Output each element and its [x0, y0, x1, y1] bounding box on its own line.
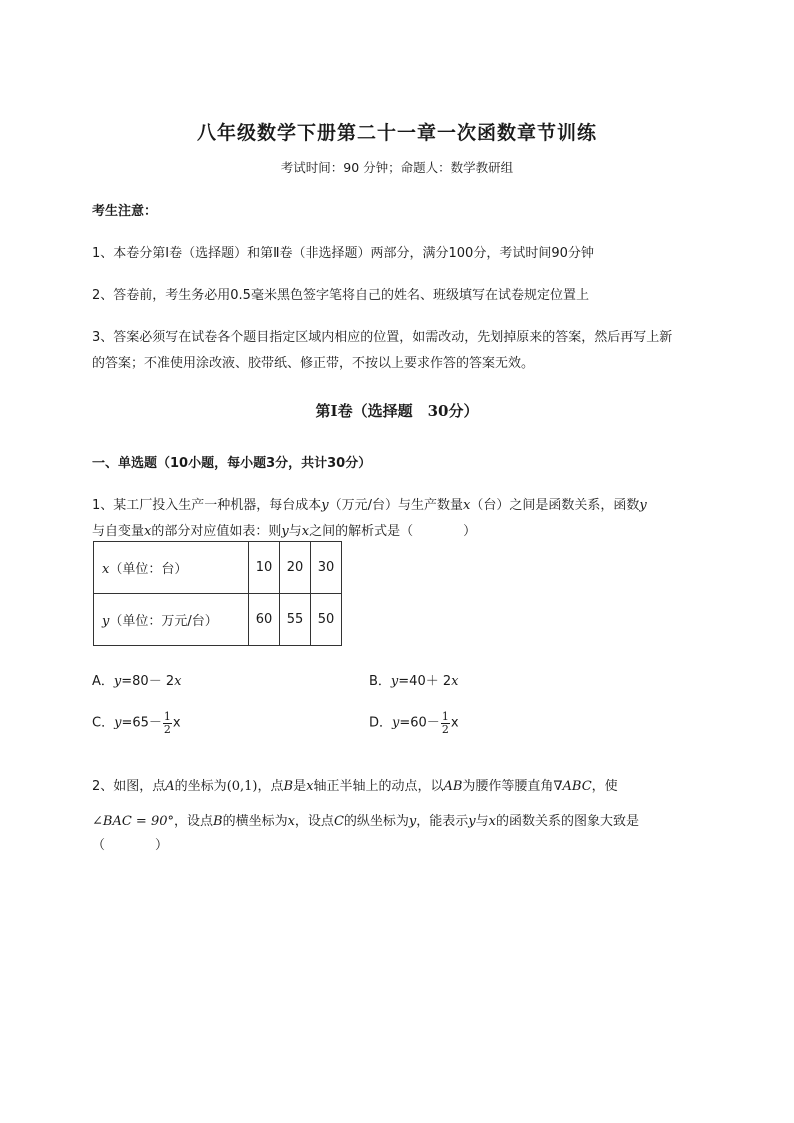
table-cell: 55 — [280, 594, 311, 646]
q1-option-b[interactable]: B．y=40＋ 2x — [369, 674, 459, 689]
fraction: $\frac{1}{2}$ — [163, 710, 171, 736]
table-cell: 20 — [280, 542, 311, 594]
q1-line-2: 与自变量x的部分对应值如表：则y与x之间的解析式是（ ） — [92, 524, 477, 539]
notice-item-3: 3、答案必须写在试卷各个题目指定区域内相应的位置，如需改动，先划掉原来的答案，然后再写上新 — [92, 330, 673, 345]
table-cell: 30 — [311, 542, 342, 594]
q2-line-1: 2、如图，点A的坐标为(0,1)，点B是x轴正半轴上的动点，以AB为腰作等腰直角∇ABC，使 — [92, 779, 618, 794]
page-title: 八年级数学下册第二十一章一次函数章节训练 — [196, 122, 597, 144]
value-table — [93, 541, 342, 646]
part-heading: 一、单选题（10小题，每小题3分，共计30分） — [92, 456, 372, 471]
fraction: $\frac{1}{2}$ — [441, 710, 449, 736]
q2-line-3: （ ） — [92, 838, 169, 853]
table-row-label-x: x（单位：台） — [94, 542, 249, 594]
notice-item-2: 2、答卷前，考生务必用0.5毫米黑色签字笔将自己的姓名、班级填写在试卷规定位置上 — [92, 288, 589, 303]
q1-option-c[interactable]: C．y=65－ $\frac{1}{2}$ x — [92, 710, 181, 736]
notice-heading: 考生注意： — [92, 204, 158, 219]
table-row — [94, 542, 342, 594]
notice-item-1: 1、本卷分第Ⅰ卷（选择题）和第Ⅱ卷（非选择题）两部分，满分100分，考试时间90分钟 — [92, 246, 594, 261]
table-cell: 60 — [249, 594, 280, 646]
notice-item-3-cont: 的答案；不准使用涂改液、胶带纸、修正带，不按以上要求作答的答案无效。 — [92, 356, 535, 371]
q2-line-2: ∠BAC = 90°，设点B的横坐标为x，设点C的纵坐标为y，能表示y与x的函数关系的图象大致是 — [92, 814, 640, 829]
table-row-label-y: y（单位：万元/台） — [94, 594, 249, 646]
exam-info: 考试时间：90 分钟；命题人：数学教研组 — [280, 160, 514, 175]
q1-option-d[interactable]: D．y=60－ $\frac{1}{2}$ x — [369, 710, 459, 736]
q1-option-a[interactable]: A．y=80－ 2x — [92, 674, 182, 689]
table-cell: 10 — [249, 542, 280, 594]
table-cell: 50 — [311, 594, 342, 646]
section-title: 第Ⅰ卷（选择题 30分） — [315, 402, 479, 420]
q1-line-1: 1、某工厂投入生产一种机器，每台成本y（万元/台）与生产数量x（台）之间是函数关系，函数y — [92, 498, 647, 513]
table-row — [94, 594, 342, 646]
